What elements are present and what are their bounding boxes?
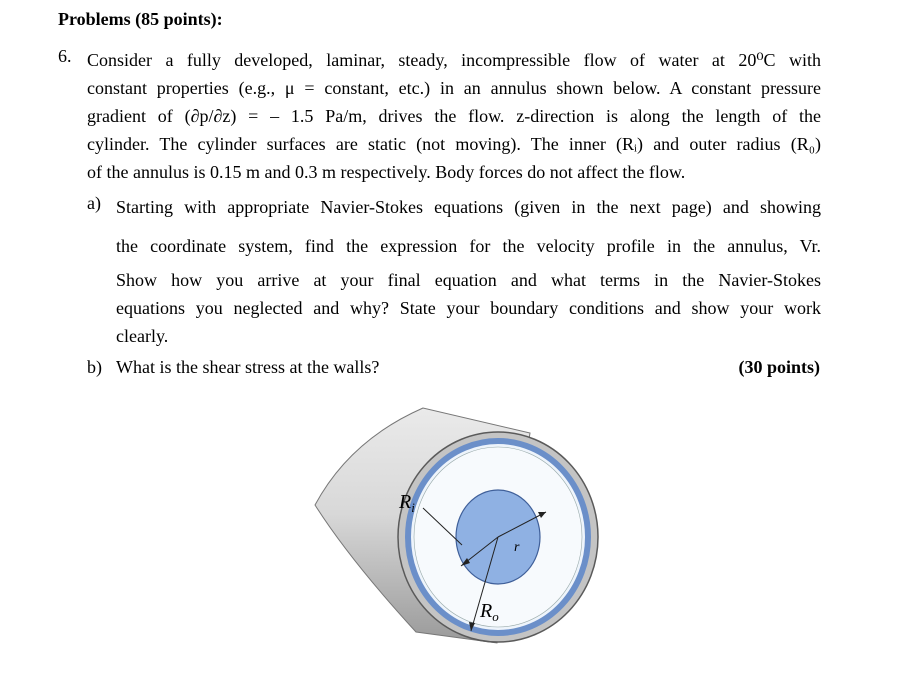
part-a-line: the coordinate system, find the expression for the velocity profile in the annulus, Vr. xyxy=(116,236,821,256)
part-a-line: Show how you arrive at your final equation and what terms in the Navier-Stokes xyxy=(116,270,821,290)
question-line: cylinder. The cylinder surfaces are static (not moving). The inner (Rᵢ) and outer radius (R₀) xyxy=(87,134,821,154)
question-line: constant properties (e.g., μ = constant, etc.) in an annulus shown below. A constant pressure xyxy=(87,78,821,98)
r-label: r xyxy=(514,540,520,555)
part-a-label: a) xyxy=(87,193,101,213)
part-a-line: Starting with appropriate Navier-Stokes equations (given in the next page) and showing xyxy=(116,197,821,217)
question-number: 6. xyxy=(58,46,72,66)
section-heading: Problems (85 points): xyxy=(58,9,223,29)
part-b-text: What is the shear stress at the walls? xyxy=(116,357,380,377)
outer-radius-label: $R_o$ xyxy=(480,600,499,624)
question-line: of the annulus is 0.15 m and 0.3 m respectively. Body forces do not affect the flow. xyxy=(87,162,686,182)
part-b-label: b) xyxy=(87,357,102,377)
part-a-line: equations you neglected and why? State your boundary conditions and show your work xyxy=(116,298,821,318)
inner-radius-label: $R_i$ xyxy=(399,491,415,515)
part-a-line: clearly. xyxy=(116,326,169,346)
question-line: Consider a fully developed, laminar, steady, incompressible flow of water at 20⁰C with xyxy=(87,50,821,70)
question-line: gradient of (∂p/∂z) = – 1.5 Pa/m, drives the flow. z-direction is along the length of the xyxy=(87,106,821,126)
points-label: (30 points) xyxy=(738,357,820,377)
